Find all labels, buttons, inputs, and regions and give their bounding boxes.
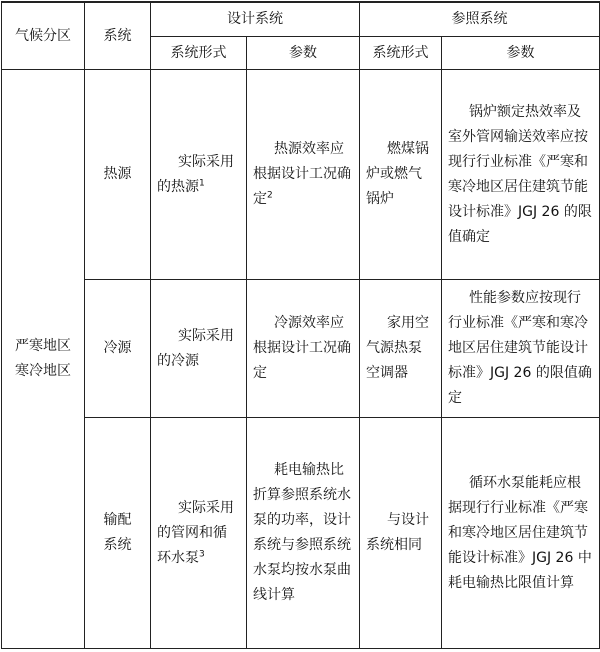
ref-form-heat-source: 燃煤锅炉或燃气锅炉 <box>360 70 442 280</box>
header-reference-system-form: 系统形式 <box>360 37 442 70</box>
climate-zone-line2: 寒冷地区 <box>15 363 71 379</box>
header-system: 系统 <box>85 2 151 70</box>
ref-param-distribution: 循环水泵能耗应根据现行行业标准《严寒和寒冷地区居住建筑节能设计标准》JGJ 26 中耗电输热比限值计算 <box>442 418 600 649</box>
table-row-distribution <box>2 418 600 649</box>
system-distribution <box>85 418 151 649</box>
footnote-1: 1 <box>199 177 205 188</box>
design-form-distribution <box>151 418 247 649</box>
system-distribution-line1: 输配 <box>103 512 132 528</box>
header-reference-system: 参照系统 <box>360 2 600 37</box>
system-distribution-line2: 系统 <box>103 537 132 553</box>
design-param-heat-source-text: 热源效率应根据设计工况确定 <box>253 141 351 207</box>
ref-param-heat-source: 锅炉额定热效率及室外管网输送效率应按现行行业标准《严寒和寒冷地区居住建筑节能设计标准》JGJ 26 的限值确定 <box>442 70 600 280</box>
design-form-distribution-text: 实际采用的管网和循环水泵 <box>157 499 234 566</box>
header-climate-zone: 气候分区 <box>2 2 85 70</box>
header-row-1 <box>2 2 600 37</box>
table-row-heat-source <box>2 70 600 280</box>
climate-zone-line1: 严寒地区 <box>15 338 71 354</box>
footnote-3: 3 <box>199 548 205 559</box>
header-design-system: 设计系统 <box>151 2 360 37</box>
design-form-heat-source <box>151 70 247 280</box>
ref-form-distribution: 与设计系统相同 <box>360 418 442 649</box>
design-param-cold-source: 冷源效率应根据设计工况确定 <box>247 280 360 418</box>
table-row-cold-source <box>2 280 600 418</box>
design-form-cold-source: 实际采用的冷源 <box>151 280 247 418</box>
reference-building-system-table <box>1 1 600 649</box>
design-form-heat-source-text: 实际采用的热源 <box>157 153 234 195</box>
header-design-system-form: 系统形式 <box>151 37 247 70</box>
climate-zone-cell <box>2 70 85 649</box>
header-design-parameters: 参数 <box>247 37 360 70</box>
ref-param-cold-source: 性能参数应按现行行业标准《严寒和寒冷地区居住建筑节能设计标准》JGJ 26 的限值确定 <box>442 280 600 418</box>
system-heat-source: 热源 <box>85 70 151 280</box>
design-param-distribution: 耗电输热比折算参照系统水泵的功率，设计系统与参照系统水泵均按水泵曲线计算 <box>247 418 360 649</box>
footnote-2: 2 <box>267 190 273 201</box>
design-param-heat-source <box>247 70 360 280</box>
header-reference-parameters: 参数 <box>442 37 600 70</box>
system-cold-source: 冷源 <box>85 280 151 418</box>
ref-form-cold-source: 家用空气源热泵空调器 <box>360 280 442 418</box>
